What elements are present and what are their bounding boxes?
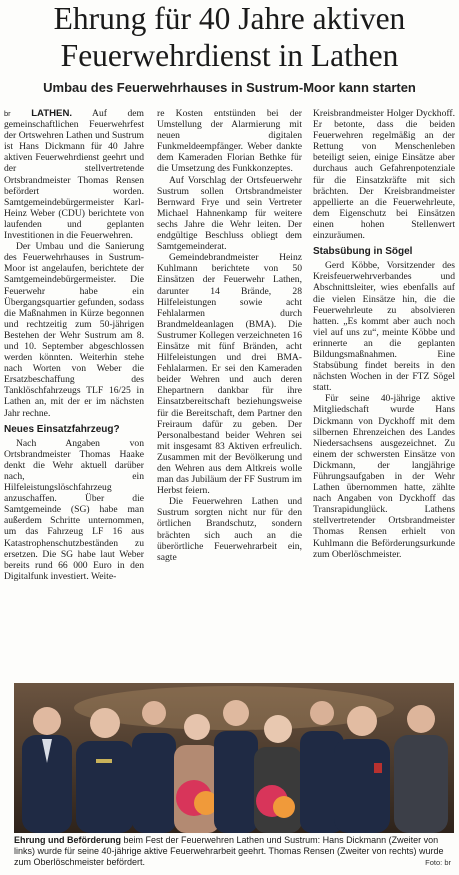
headline-line-2: Feuerwehrdienst in Lathen — [60, 38, 399, 73]
caption-lead: Ehrung und Beförderung — [14, 835, 121, 845]
group-photo-illustration — [14, 683, 454, 833]
paragraph: Die Feuerwehren Lathen und Sustrum sorgten nicht nur für den örtlichen Brandschutz, sondern brächten sich auch an die überörtliche Feuerwehrarbeit ein, sagte — [157, 496, 302, 563]
dateline: LATHEN. — [31, 108, 73, 119]
headline — [0, 0, 459, 74]
paragraph: Gerd Köbbe, Vorsitzender des Kreisfeuerwehrverbandes und Abschnittsleiter, wies ebenfalls auf die vielen Einsätze hin, die die Feuerwehrleute zu absolvieren hatten. „Es kommt aber auch noch viel auf uns zu“, meinte Köbbe und erinnerte an die geplanten Bildungsmaßnahmen. Eine Stabsübung findet bereits in den nächsten Wochen in der FTZ Sögel statt. — [313, 260, 455, 394]
group-photo — [14, 683, 454, 833]
caption-text: beim Fest der Feuerwehren Lathen und Sustrum: Hans Dickmann (Zweiter von links) wurde für seine 40-jährige aktive Feuerwehrarbeit geehrt. Thomas Rensen (Zweiter von rechts) wurde zum Oberlöschmeister befördert. — [14, 835, 444, 867]
subheadline: Umbau des Feuerwehrhauses in Sustrum-Moor kann starten — [43, 80, 416, 95]
paragraph: Der Umbau und die Sanierung des Feuerwehrhauses in Sustrum-Moor ist angelaufen, berichtete der Samtgemeindebürgermeister. Die Feuerwehr habe ein Übergangsquartier gefunden, sodass die Maßnahmen in Kürze begonnen und rechtzeitig zum 50-jährigen Bestehen der Wehr Sustrum am 8. und 10. September abgeschlossen werden könnten. Weiterhin stehe nach Worten von Weber die Ersatzbeschaffung des Tanklöschfahrzeugs TLF 16/25 in Lathen an, mit der er im nächsten Jahr rechne. — [4, 241, 144, 419]
section-heading: Stabsübung in Sögel — [313, 246, 413, 258]
section-heading: Neues Einsatzfahrzeug? — [4, 423, 120, 435]
headline-line-1: Ehrung für 40 Jahre aktiven — [53, 1, 406, 36]
photo-caption — [14, 835, 454, 868]
article-column-1 — [4, 108, 144, 582]
article-column-2 — [157, 108, 302, 563]
article-column-3 — [313, 108, 455, 560]
lead-paragraph — [4, 108, 144, 241]
paragraph: Für seine 40-jährige aktive Mitgliedschaft wurde Hans Dickmann von Dyckhoff mit dem silbernen Ehrenzeichen des Landes Niedersachsens ausgezeichnet. Zu einem der schwersten Einsätze von Dickmann, der langjährige Führungsaufgaben in der Wehr Lathen übernommen hatte, zählte nach Angaben von Dyckhoff das Transrapidunglück. Lathens stellvertretender Ortsbrandmeister Thomas Rensen erhielt von Kuhlmann die Beförderungsurkunde zum Oberlöschmeister. — [313, 393, 455, 560]
paragraph: Kreisbrandmeister Holger Dyckhoff. Er betonte, dass die beiden Feuerwehren regelmäßig an der Rettung von Menschenleben beteiligt seien, einige Einsätze aber durchaus auch Gefahrenpotenziale für die Einsatzkräfte mit sich brächten. Der Kreisbrandmeister appellierte an die Feuerwehrleute, dem Eigenschutz bei Einsätzen einen hohen Stellenwert einzuräumen. — [313, 108, 455, 242]
byline: br — [4, 109, 11, 118]
paragraph: Auf Vorschlag der Ortsfeuerwehr Sustrum sollen Ortsbrandmeister Bernward Frye und sein Vertreter Michael Hahnenkamp für weitere sechs Jahre die Wehr leiten. Der endgültige Beschluss obliegt dem Samtgemeinderat. — [157, 174, 302, 253]
photo-credit: Foto: br — [425, 858, 451, 867]
paragraph: Nach Angaben von Ortsbrandmeister Thomas Haake denkt die Wehr aktuell darüber nach, ein Hilfeleistungslöschfahrzeug anzuschaffen. Über die Samtgemeinde (SG) habe man außerdem Schritte unternommen, um das Fahrzeug LF 16 aus Katastrophenschutzbeständen zu ersetzen. Die SG habe laut Weber bereits rund 66 000 Euro in den Digitalfunk investiert. Weite- — [4, 437, 144, 582]
paragraph-text: Auf dem gemeinschaftlichen Feuerwehrfest der Ortswehren Lathen und Sustrum ist Hans Dickmann für 40 Jahre aktiven Feuerwehrdienst geehrt und der stellvertretende Ortsbrandmeister Thomas Rensen befördert worden. Samtgemeindebürgermeister Karl-Heinz Weber (CDU) berichtete von laufenden und geplanten Investitionen in die Feuerwehren. — [4, 108, 144, 242]
paragraph: Gemeindebrandmeister Heinz Kuhlmann berichtete von 50 Einsätzen der Feuerwehr Lathen, darunter 14 Brände, 28 Hilfeleistungen sowie acht Fehlalarmen durch Brandmeldeanlagen (BMA). Die Sustrumer Kollegen verzeichneten 16 Einsätze mit fünf Bränden, acht Hilfeleistungen und drei BMA-Fehlalarmen. Er sei den Kameraden beider Wehren und auch deren Ehepartnern dankbar für ihre Einsatzbereitschaft beziehungsweise für die Bereitschaft, dem Partner den Freiraum dafür zu geben. Der Personalbestand beider Wehren sei mit insgesamt 83 Aktiven erfreulich. Zusammen mit der Bevölkerung und den Wehren aus dem Altkreis wolle man das Jubiläum der FF Sustrum im Herbst feiern. — [157, 252, 302, 497]
paragraph: re Kosten entstünden bei der Umstellung der Alarmierung mit neuen digitalen Funkmeldeempfänger. Weber dankte dem Kameraden Florian Bethke für die Umsetzung des Funkkonzeptes. — [157, 108, 302, 175]
